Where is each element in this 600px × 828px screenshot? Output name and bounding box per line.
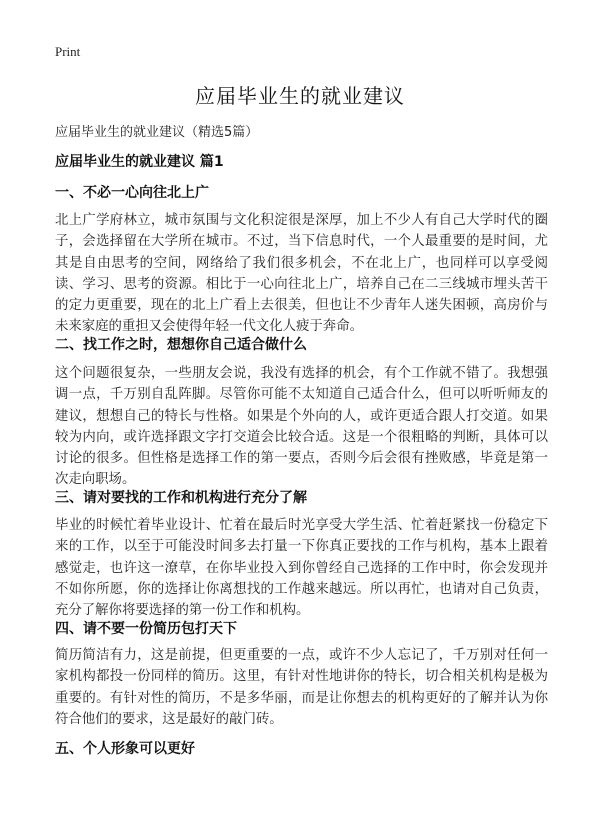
section-heading-3: 三、请对要找的工作和机构进行充分了解	[55, 490, 307, 506]
part-heading: 应届毕业生的就业建议 篇1	[55, 154, 224, 170]
section-paragraph-1: 北上广学府林立，城市氛围与文化积淀很是深厚，加上不少人有自己大学时代的圈子，会选择留在大学所在城市。不过，当下信息时代，一个人最重要的是时间，尤其是自由思考的空间，网络给了我们很多机会，不在北上广，也同样可以享受阅读、学习、思考的资源。相比于一心向往北上广，培养自己在二三线城市埋头苦干的定力更重要，现在的北上广看上去很美，但也让不少青年人迷失困顿，高房价与未来家庭的重担又会使得年轻一代文化人疲于奔命。	[55, 213, 548, 335]
section-paragraph-3: 毕业的时候忙着毕业设计、忙着在最后时光享受大学生活、忙着赶紧找一份稳定下来的工作，以至于可能没时间多去打量一下你真正要找的工作与机构，基本上跟着感觉走，也许这一潦草，在你毕业投入到你曾经自己选择的工作中时，你会发现并不如你所愿，你的选择让你离想找的工作越来越远。所以再忙，也请对自己负责，充分了解你将要选择的第一份工作和机构。	[55, 518, 548, 619]
section-heading-4: 四、请不要一份简历包打天下	[55, 621, 237, 637]
section-paragraph-2: 这个问题很复杂，一些朋友会说，我没有选择的机会，有个工作就不错了。我想强调一点，千万别自乱阵脚。尽管你可能不太知道自己适合什么，但可以听听师友的建议，想想自己的特长与性格。如果是个外向的人，或许更适合跟人打交道。如果较为内向，或许选择跟文字打交道会比较合适。这是一个很粗略的判断，具体可以讨论的很多。但性格是选择工作的第一要点，否则今后会很有挫败感，毕竟是第一次走向职场。	[55, 366, 548, 488]
document-subtitle: 应届毕业生的就业建议（精选5篇）	[55, 125, 259, 140]
section-heading-5: 五、个人形象可以更好	[55, 741, 195, 757]
print-link[interactable]: Print	[55, 44, 81, 59]
section-paragraph-4: 简历简洁有力，这是前提，但更重要的一点，或许不少人忘记了，千万别对任何一家机构都投一份同样的简历。这里，有针对性地讲你的特长，切合相关机构是极为重要的。有针对性的简历，不是多华丽，而是让你想去的机构更好的了解并认为你符合他们的要求，这是最好的敲门砖。	[55, 648, 548, 727]
section-heading-2: 二、找工作之时，想想你自己适合做什么	[55, 337, 307, 353]
page-title: 应届毕业生的就业建议	[195, 84, 405, 108]
section-heading-1: 一、不必一心向往北上广	[55, 185, 209, 201]
